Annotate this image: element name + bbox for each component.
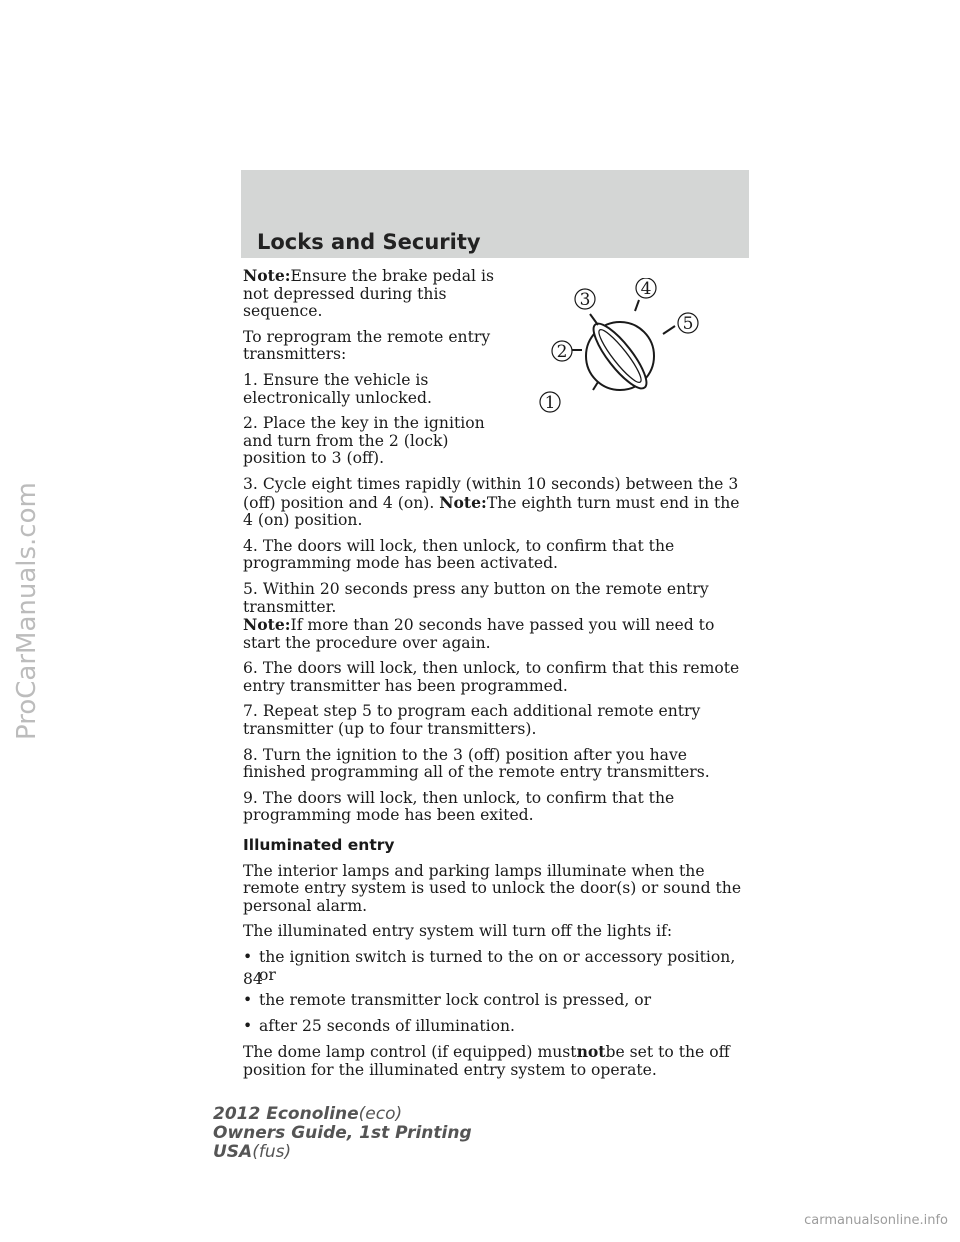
bullet-icon: • — [243, 948, 253, 966]
bullet-item — [243, 992, 753, 1010]
step-5-note-text: If more than 20 seconds have passed you will need to start the procedure over again. — [243, 616, 715, 652]
footer-market: USA — [213, 1142, 253, 1162]
step-1: 1. Ensure the vehicle is electronically unlocked. — [243, 370, 432, 407]
bullet-text: the remote transmitter lock control is pressed, or — [259, 991, 652, 1010]
bullet-item — [243, 1018, 753, 1036]
step-3-text: 3. Cycle eight times rapidly (within 10 seconds) between the 3 (off) position and 4 (on). — [243, 474, 739, 512]
step-3-note-text: The eighth turn must end in the 4 (on) position. — [243, 493, 740, 530]
footer-line-1 — [213, 1105, 472, 1124]
intro-paragraph: To reprogram the remote entry transmitters: — [243, 327, 491, 364]
step-6: 6. The doors will lock, then unlock, to confirm that this remote entry transmitter has been programmed. — [243, 659, 740, 695]
illuminated-paragraph-3 — [243, 1043, 753, 1079]
footer-line-3 — [213, 1143, 472, 1162]
note-text: Ensure the brake pedal is not depressed during this sequence. — [243, 267, 494, 321]
position-label-5: 5 — [682, 314, 694, 334]
footer-line-2: Owners Guide, 1st Printing — [213, 1123, 472, 1143]
footer-imprint — [213, 1105, 472, 1162]
note-paragraph — [243, 267, 505, 321]
page-content — [243, 267, 753, 1088]
position-label-4: 4 — [640, 279, 652, 299]
step-7: 7. Repeat step 5 to program each additional remote entry transmitter (up to four transmitters). — [243, 702, 701, 739]
section-title: Locks and Security — [257, 230, 481, 254]
dome-lamp-text-b: be set to the off position for the illuminated entry system to operate. — [243, 1043, 730, 1079]
step-4: 4. The doors will lock, then unlock, to confirm that the programming mode has been activated. — [243, 536, 675, 573]
footer-model-code: (eco) — [358, 1104, 403, 1124]
illuminated-paragraph-1: The interior lamps and parking lamps illuminate when the remote entry system is used to unlock the door(s) or sound the personal alarm. — [243, 861, 742, 915]
position-label-2: 2 — [556, 342, 568, 362]
step-5-note-label: Note: — [243, 615, 291, 635]
position-label-1: 1 — [544, 393, 556, 413]
bullet-text: after 25 seconds of illumination. — [259, 1016, 515, 1035]
note-label: Note: — [243, 266, 291, 285]
page-number: 84 — [243, 970, 263, 988]
dome-lamp-text-a: The dome lamp control (if equipped) must — [243, 1043, 577, 1062]
bullet-icon: • — [243, 991, 253, 1010]
illuminated-paragraph-2: The illuminated entry system will turn off the lights if: — [243, 922, 673, 941]
footer-model: 2012 Econoline — [213, 1104, 359, 1124]
bullet-icon: • — [243, 1016, 253, 1035]
step-3 — [243, 476, 753, 530]
position-label-3: 3 — [579, 290, 591, 310]
bullet-text: the ignition switch is turned to the on or accessory position, or — [259, 948, 736, 984]
step-9: 9. The doors will lock, then unlock, to confirm that the programming mode has been exited. — [243, 788, 675, 825]
bottom-watermark: carmanualsonline.info — [804, 1213, 948, 1228]
step-2: 2. Place the key in the ignition and turn from the 2 (lock) position to 3 (off). — [243, 414, 485, 468]
step-5-text: 5. Within 20 seconds press any button on the remote entry transmitter. — [243, 579, 709, 616]
footer-market-code: (fus) — [252, 1142, 292, 1162]
illuminated-entry-heading: Illuminated entry — [243, 836, 395, 855]
step-3-note-label: Note: — [439, 492, 487, 512]
bullet-item — [243, 949, 753, 984]
dome-lamp-emphasis: not — [576, 1042, 606, 1062]
side-watermark: ProCarManuals.com — [12, 482, 42, 740]
section-header — [241, 170, 749, 258]
step-8: 8. Turn the ignition to the 3 (off) position after you have finished programming all of the remote entry transmitters. — [243, 745, 710, 782]
step-5 — [243, 581, 753, 652]
